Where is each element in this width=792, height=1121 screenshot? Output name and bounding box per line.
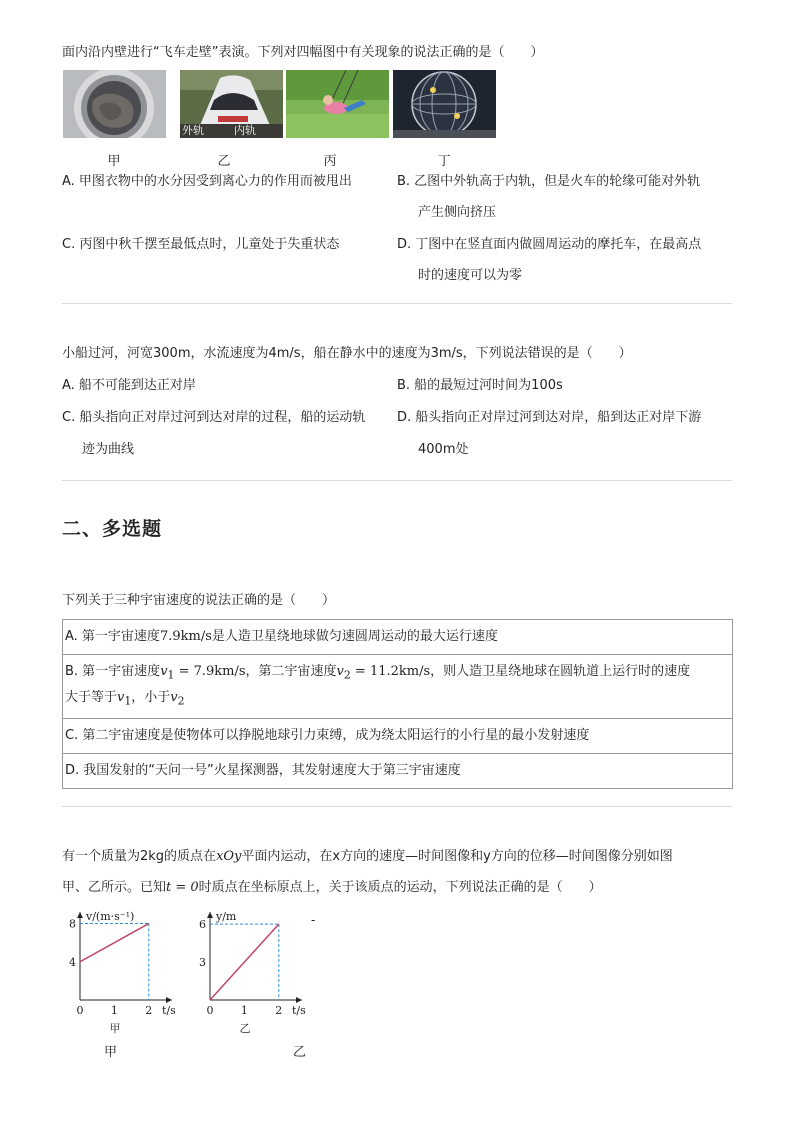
math-v: v	[170, 689, 178, 705]
math-sub: 2	[177, 694, 185, 708]
graph-yi	[190, 906, 318, 1040]
chart-title: 甲	[109, 1022, 121, 1035]
q3-option-a-text2: 是人造卫星绕地球做匀速圆周运动的最大运行速度	[211, 629, 498, 644]
q1-option-b[interactable]: B. 乙图中外轨高于内轨，但是火车的轮缘可能对外轨	[397, 174, 701, 189]
q1-stem: 面内沿内壁进行“飞车走壁”表演。下列对四幅图中有关现象的说法正确的是（ ）	[62, 45, 544, 60]
math-sub: 2	[343, 668, 351, 682]
y-axis-arrow	[207, 912, 213, 918]
q4-stem-line1	[62, 848, 673, 866]
q3-option-d[interactable]	[63, 754, 733, 789]
divider	[62, 303, 732, 304]
caption-bing: 丙	[323, 154, 337, 169]
y-tick-label: 6	[199, 918, 206, 932]
q3-options-table	[62, 619, 733, 789]
displacement-time-chart	[190, 906, 318, 1036]
q2-option-d-cont: 400m处	[418, 442, 469, 457]
x-axis-arrow	[166, 997, 172, 1003]
q2-option-a[interactable]: A. 船不可能到达正对岸	[62, 378, 196, 393]
q4-stem-text: 甲、乙所示。已知	[62, 880, 167, 895]
q1-option-d[interactable]: D. 丁图中在竖直面内做圆周运动的摩托车，在最高点	[397, 237, 702, 252]
q4-stem-text: 时质点在坐标原点上，关于该质点的运动，下列说法正确的是（ ）	[198, 880, 602, 895]
inner-rail-label: 内轨	[234, 124, 256, 137]
x-tick-label: 1	[110, 1004, 118, 1017]
q3-option-b[interactable]	[63, 655, 733, 719]
math-sub: 1	[124, 694, 132, 708]
q1-option-b-cont: 产生侧向挤压	[418, 205, 497, 220]
washing-machine-photo	[63, 70, 166, 138]
q3-option-b-text: ，小于	[131, 689, 171, 705]
y-axis-arrow	[77, 912, 83, 918]
stray-mark: -	[311, 913, 316, 927]
y-axis-label: y/m	[216, 910, 237, 923]
y-tick-label: 3	[199, 956, 206, 970]
q4-stem-text: 平面内运动，在x方向的速度—时间图像和y方向的位移—时间图像分别如图	[241, 849, 673, 864]
q3-option-a-text: A. 第一宇宙速度	[65, 629, 160, 644]
section-title: 二、多选题	[62, 518, 163, 540]
q3-option-d-text: D. 我国发射的“天问一号”火星探测器，其发射速度大于第三宇宙速度	[65, 763, 461, 779]
q3-stem: 下列关于三种宇宙速度的说法正确的是（ ）	[62, 593, 336, 608]
q1-option-c[interactable]: C. 丙图中秋千摆至最低点时，儿童处于失重状态	[62, 237, 340, 252]
q2-option-b[interactable]: B. 船的最短过河时间为100s	[397, 378, 563, 393]
swing-photo	[286, 70, 389, 138]
caption-yi: 乙	[217, 154, 231, 169]
y-tick-label: 8	[69, 917, 76, 931]
q2-option-d[interactable]: D. 船头指向正对岸过河到达对岸，船到达正对岸下游	[397, 410, 702, 425]
q3-option-c[interactable]	[63, 719, 733, 754]
math-sub: 1	[167, 668, 175, 682]
series-line	[210, 924, 279, 1000]
y-tick-label: 4	[69, 955, 76, 969]
motorcycle-globe-photo	[393, 70, 496, 138]
outer-caption-yi: 乙	[293, 1045, 307, 1060]
series-line	[80, 924, 149, 962]
q3-option-b-text: ，则人造卫星绕地球在圆轨道上运行时的速度	[430, 664, 691, 679]
graph-jia	[60, 906, 188, 1040]
q4-stem-text: 有一个质量为2kg的质点在	[62, 849, 217, 864]
q3-option-b-text: ，第二宇宙速度	[245, 664, 337, 679]
x-tick-label: 0	[206, 1004, 214, 1017]
q1-option-a[interactable]: A. 甲图衣物中的水分因受到离心力的作用而被甩出	[62, 174, 352, 189]
q1-option-d-cont: 时的速度可以为零	[418, 268, 523, 283]
chart-title: 乙	[239, 1022, 251, 1035]
q3-option-a[interactable]	[63, 620, 733, 655]
q2-stem: 小船过河，河宽300m，水流速度为4m/s，船在静水中的速度为3m/s，下列说法错误的是（ ）	[62, 346, 632, 361]
x-tick-label: 2	[275, 1004, 283, 1017]
math-t0: t = 0	[166, 880, 199, 895]
y-axis-label: v/(m·s⁻¹)	[86, 910, 135, 923]
q4-stem-line2	[62, 879, 602, 897]
x-axis-label: t/s	[162, 1004, 176, 1017]
q2-option-c-cont: 迹为曲线	[82, 442, 135, 457]
math-v: v	[160, 664, 168, 679]
divider	[62, 806, 732, 807]
q3-option-b-text: 大于等于	[65, 689, 118, 705]
math-v: v	[336, 664, 344, 679]
x-tick-label: 1	[240, 1004, 248, 1017]
outer-caption-jia: 甲	[104, 1045, 118, 1060]
q3-option-b-text: B. 第一宇宙速度	[65, 664, 161, 679]
q2-option-c[interactable]: C. 船头指向正对岸过河到达对岸的过程，船的运动轨	[62, 410, 366, 425]
train-photo	[180, 70, 283, 138]
x-tick-label: 2	[145, 1004, 153, 1017]
math-eq: = 7.9km/s	[174, 664, 246, 679]
velocity-time-chart	[60, 906, 188, 1036]
divider	[62, 480, 732, 481]
q3-option-c-text: C. 第二宇宙速度是使物体可以挣脱地球引力束缚，成为绕太阳运行的小行星的最小发射速度	[65, 728, 590, 744]
math-eq: = 11.2km/s	[350, 664, 431, 679]
math-v: v	[117, 689, 125, 705]
outer-rail-label: 外轨	[182, 124, 204, 137]
x-axis-label: t/s	[292, 1004, 306, 1017]
x-tick-label: 0	[76, 1004, 84, 1017]
caption-ding: 丁	[437, 154, 451, 169]
caption-jia: 甲	[107, 154, 121, 169]
x-axis-arrow	[296, 997, 302, 1003]
q3-option-a-math: 7.9km/s	[159, 629, 212, 644]
math-xoy: xOy	[216, 849, 242, 864]
